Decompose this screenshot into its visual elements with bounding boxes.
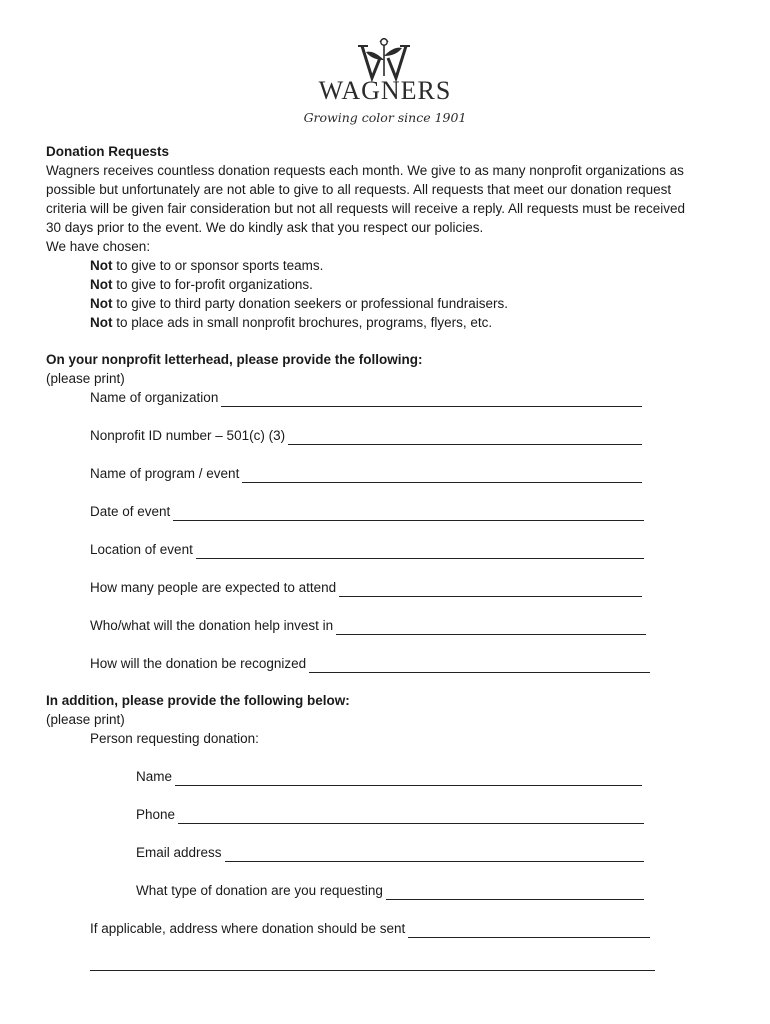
fill-line[interactable]: [175, 771, 642, 786]
field-label: Nonprofit ID number – 501(c) (3): [90, 428, 286, 443]
requester-email-field[interactable]: [136, 843, 644, 862]
donation-investment-field[interactable]: [90, 616, 646, 635]
fill-line[interactable]: [309, 658, 650, 673]
requester-name-field[interactable]: [136, 767, 642, 786]
donation-recognition-field[interactable]: [90, 654, 650, 673]
field-label: Location of event: [90, 542, 193, 557]
section-heading-additional: In addition, please provide the following below:: [46, 693, 350, 708]
fill-line[interactable]: [173, 506, 644, 521]
fill-line[interactable]: [225, 847, 644, 862]
policy-text: to give to for-profit organizations.: [112, 277, 313, 292]
brand-tagline: Growing color since 1901: [303, 110, 467, 125]
event-location-field[interactable]: [90, 540, 644, 559]
organization-name-field[interactable]: [90, 388, 642, 407]
policy-not: Not: [90, 315, 113, 330]
fill-line[interactable]: [339, 582, 642, 597]
intro-line-2: possible but unfortunately are not able to give to all requests. All requests that meet our donation request: [46, 182, 672, 197]
fill-line[interactable]: [288, 430, 642, 445]
donation-type-field[interactable]: [136, 881, 644, 900]
intro-line-4: 30 days prior to the event. We do kindly ask that you respect our policies.: [46, 220, 484, 235]
field-label: Name of organization: [90, 390, 219, 405]
field-label: How will the donation be recognized: [90, 656, 307, 671]
section-heading-donation-requests: Donation Requests: [46, 144, 170, 159]
policy-text: to give to third party donation seekers or professional fundraisers.: [112, 296, 508, 311]
field-label: How many people are expected to attend: [90, 580, 337, 595]
event-date-field[interactable]: [90, 502, 644, 521]
fill-line[interactable]: [386, 885, 644, 900]
expected-attendance-field[interactable]: [90, 578, 642, 597]
fill-line[interactable]: [408, 923, 650, 938]
section-heading-letterhead: On your nonprofit letterhead, please provide the following:: [46, 352, 423, 367]
field-label: Date of event: [90, 504, 171, 519]
chosen-label: We have chosen:: [46, 239, 151, 254]
policy-item: [46, 256, 726, 275]
policy-item: [46, 313, 726, 332]
please-print-note: (please print): [46, 371, 125, 386]
policy-not: Not: [90, 277, 113, 292]
policy-not: Not: [90, 258, 113, 273]
policy-text: to place ads in small nonprofit brochures, programs, flyers, etc.: [112, 315, 493, 330]
field-label: Name: [136, 769, 173, 784]
requester-phone-field[interactable]: [136, 805, 644, 824]
nonprofit-id-field[interactable]: [90, 426, 642, 445]
policy-text: to give to or sponsor sports teams.: [112, 258, 324, 273]
fill-line[interactable]: [196, 544, 644, 559]
wagners-logo: [300, 30, 470, 130]
intro-line-1: Wagners receives countless donation requests each month. We give to as many nonprofit organizations as: [46, 163, 684, 178]
policy-item: [46, 275, 726, 294]
policy-item: [46, 294, 726, 313]
field-label: What type of donation are you requesting: [136, 883, 383, 898]
fill-line[interactable]: [242, 468, 642, 483]
letterhead-section: [46, 350, 726, 388]
field-label: Phone: [136, 807, 176, 822]
program-event-name-field[interactable]: [90, 464, 642, 483]
brand-name: WAGNERS: [318, 76, 452, 105]
person-requesting-label: Person requesting donation:: [90, 731, 259, 746]
intro-line-3: criteria will be given fair consideration but not all requests will receive a reply. All requests must be received: [46, 201, 686, 216]
address-continuation-line[interactable]: [90, 970, 655, 971]
donation-address-field[interactable]: [90, 919, 650, 938]
please-print-note: (please print): [46, 712, 125, 727]
field-label: If applicable, address where donation should be sent: [90, 921, 406, 936]
fill-line[interactable]: [221, 392, 642, 407]
field-label: Name of program / event: [90, 466, 240, 481]
fill-line[interactable]: [178, 809, 644, 824]
field-label: Email address: [136, 845, 222, 860]
field-label: Who/what will the donation help invest in: [90, 618, 334, 633]
fill-line[interactable]: [336, 620, 646, 635]
additional-section: [46, 691, 726, 748]
intro-section: [46, 142, 726, 332]
policy-not: Not: [90, 296, 113, 311]
